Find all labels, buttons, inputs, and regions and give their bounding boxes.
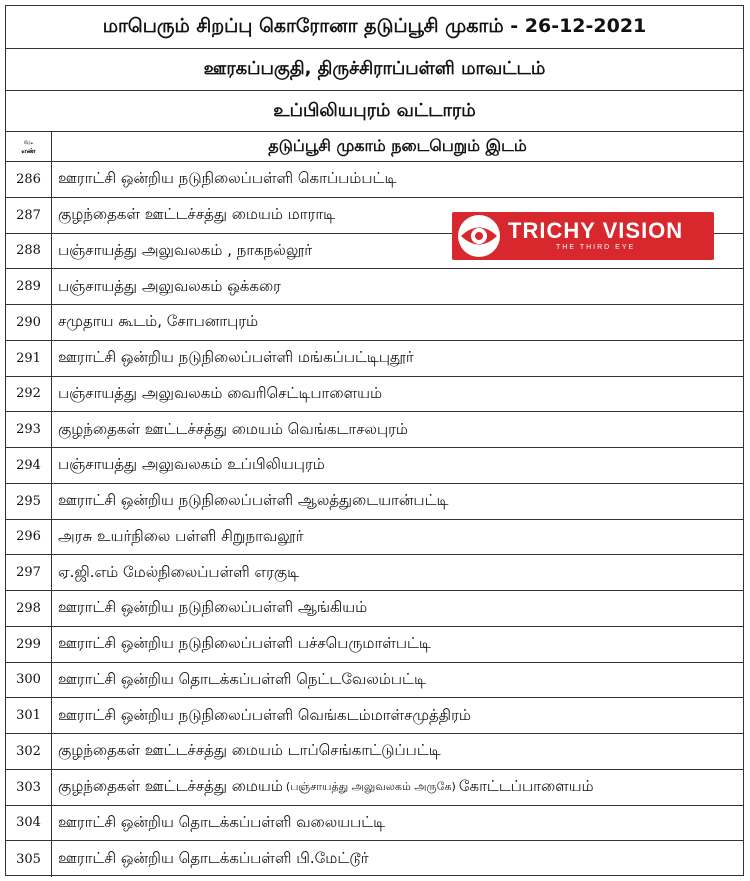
table-row: [6, 770, 743, 806]
camp-location-text: குழந்தைகள் ஊட்டச்சத்து மையம்: [58, 777, 283, 796]
serial-number: 304: [6, 806, 52, 841]
camp-location: [52, 520, 743, 555]
serial-number: 295: [6, 484, 52, 519]
table-row: [6, 484, 743, 520]
table-row: [6, 341, 743, 377]
serial-number: 299: [6, 627, 52, 662]
camp-location: [52, 448, 743, 483]
camp-location: [52, 555, 743, 590]
serial-number: 289: [6, 269, 52, 304]
camp-location: [52, 341, 743, 376]
place-column-header: தடுப்பூசி முகாம் நடைபெறும் இடம்: [268, 136, 527, 155]
table-row: [6, 841, 743, 877]
camp-location-text: பஞ்சாயத்து அலுவலகம் ஒக்கரை: [58, 276, 281, 295]
camp-location: [52, 412, 743, 447]
serial-number: 293: [6, 412, 52, 447]
serial-number: 300: [6, 663, 52, 698]
table-row: [6, 269, 743, 305]
camp-location-text: ஊராட்சி ஒன்றிய நடுநிலைப்பள்ளி ஆங்கியம்: [58, 598, 368, 617]
table-row: [6, 698, 743, 734]
camp-location-text: குழந்தைகள் ஊட்டச்சத்து மையம் டாப்செங்காட்டுப்பட்டி: [58, 741, 441, 760]
table-row: [6, 162, 743, 198]
camp-location-text: ஊராட்சி ஒன்றிய நடுநிலைப்பள்ளி பச்சபெருமாள்பட்டி: [58, 634, 431, 653]
serial-number: 302: [6, 734, 52, 769]
serial-number: 305: [6, 841, 52, 877]
eye-logo-icon: [456, 213, 502, 259]
serial-number: 297: [6, 555, 52, 590]
serial-number: 288: [6, 234, 52, 269]
camp-location: [52, 663, 743, 698]
serial-number: 303: [6, 770, 52, 805]
camp-location: [52, 841, 743, 877]
camp-location-text: சமுதாய கூடம், சோபனாபுரம்: [58, 312, 259, 331]
camp-location: [52, 269, 743, 304]
table-row: [6, 412, 743, 448]
table-row: [6, 448, 743, 484]
camp-location: [52, 305, 743, 340]
camp-location: [52, 377, 743, 412]
camp-location: [52, 698, 743, 733]
table-row: [6, 806, 743, 842]
table-row: [6, 591, 743, 627]
table-row: [6, 663, 743, 699]
serial-number: 294: [6, 448, 52, 483]
camp-location-village: கோட்டப்பாளையம்: [458, 777, 594, 796]
table-body: [6, 162, 743, 877]
serial-number: 286: [6, 162, 52, 197]
serial-number: 298: [6, 591, 52, 626]
camp-location: [52, 591, 743, 626]
camp-location: [52, 734, 743, 769]
camp-location-text: ஊராட்சி ஒன்றிய நடுநிலைப்பள்ளி மங்கப்பட்டிபுதூர்: [58, 348, 414, 367]
camp-location-text: குழந்தைகள் ஊட்டச்சத்து மையம் மாராடி: [58, 205, 336, 224]
table-row: [6, 555, 743, 591]
camp-location: [52, 162, 743, 197]
serial-number: 287: [6, 198, 52, 233]
camp-location-text: ஊராட்சி ஒன்றிய நடுநிலைப்பள்ளி ஆலத்துடையான்பட்டி: [58, 491, 449, 510]
camp-location-text: குழந்தைகள் ஊட்டச்சத்து மையம் வெங்கடாசலபுரம்: [58, 419, 408, 438]
camp-location: [52, 627, 743, 662]
page-title: மாபெரும் சிறப்பு கொரோனா தடுப்பூசி முகாம் - 26-12-2021: [6, 6, 743, 49]
table-row: [6, 627, 743, 663]
camp-location-text: பஞ்சாயத்து அலுவலகம் உப்பிலியபுரம்: [58, 455, 325, 474]
table-row: [6, 734, 743, 770]
serial-column-header: [6, 132, 52, 161]
camp-location-text: பஞ்சாயத்து அலுவலகம் , நாகநல்லூர்: [58, 240, 313, 259]
block-heading: உப்பிலியபுரம் வட்டாரம்: [6, 91, 743, 132]
camp-list-table: [5, 5, 744, 876]
serial-number: 296: [6, 520, 52, 555]
camp-location-text: ஊராட்சி ஒன்றிய தொடக்கப்பள்ளி வலையபட்டி: [58, 812, 386, 831]
camp-location-note: (பஞ்சாயத்து அலுவலகம் அருகே): [285, 779, 456, 793]
watermark-title: TRICHY VISION: [508, 218, 684, 243]
camp-location-text: அரசு உயர்நிலை பள்ளி சிறுநாவலூர்: [58, 526, 304, 545]
camp-location-text: ஊராட்சி ஒன்றிய நடுநிலைப்பள்ளி கொப்பம்பட்டி: [58, 169, 397, 188]
camp-location-text: ஊராட்சி ஒன்றிய தொடக்கப்பள்ளி நெட்டவேலம்பட்டி: [58, 669, 426, 688]
table-row: [6, 305, 743, 341]
serial-number: 292: [6, 377, 52, 412]
serial-number: 290: [6, 305, 52, 340]
serial-number: 301: [6, 698, 52, 733]
watermark-tagline: THE THIRD EYE: [556, 244, 636, 251]
serial-header-line1: வ.: [23, 137, 34, 146]
camp-location-text: ஊராட்சி ஒன்றிய நடுநிலைப்பள்ளி வெங்கடம்மாள்சமுத்திரம்: [58, 705, 471, 724]
trichy-vision-watermark: [452, 212, 714, 260]
table-row: [6, 377, 743, 413]
camp-location-text: ஊராட்சி ஒன்றிய தொடக்கப்பள்ளி பி.மேட்டூர்: [58, 849, 369, 868]
camp-location-text: ஏ.ஜி.எம் மேல்நிலைப்பள்ளி எரகுடி: [58, 562, 300, 581]
table-header-row: [6, 132, 743, 162]
camp-location-text: பஞ்சாயத்து அலுவலகம் வைரிசெட்டிபாளையம்: [58, 383, 383, 402]
table-row: [6, 520, 743, 556]
camp-location: [52, 484, 743, 519]
camp-location: [52, 806, 743, 841]
region-heading: ஊரகப்பகுதி, திருச்சிராப்பள்ளி மாவட்டம்: [6, 49, 743, 91]
serial-header-line2: எண்: [21, 146, 36, 155]
serial-number: 291: [6, 341, 52, 376]
camp-location: [52, 770, 743, 805]
